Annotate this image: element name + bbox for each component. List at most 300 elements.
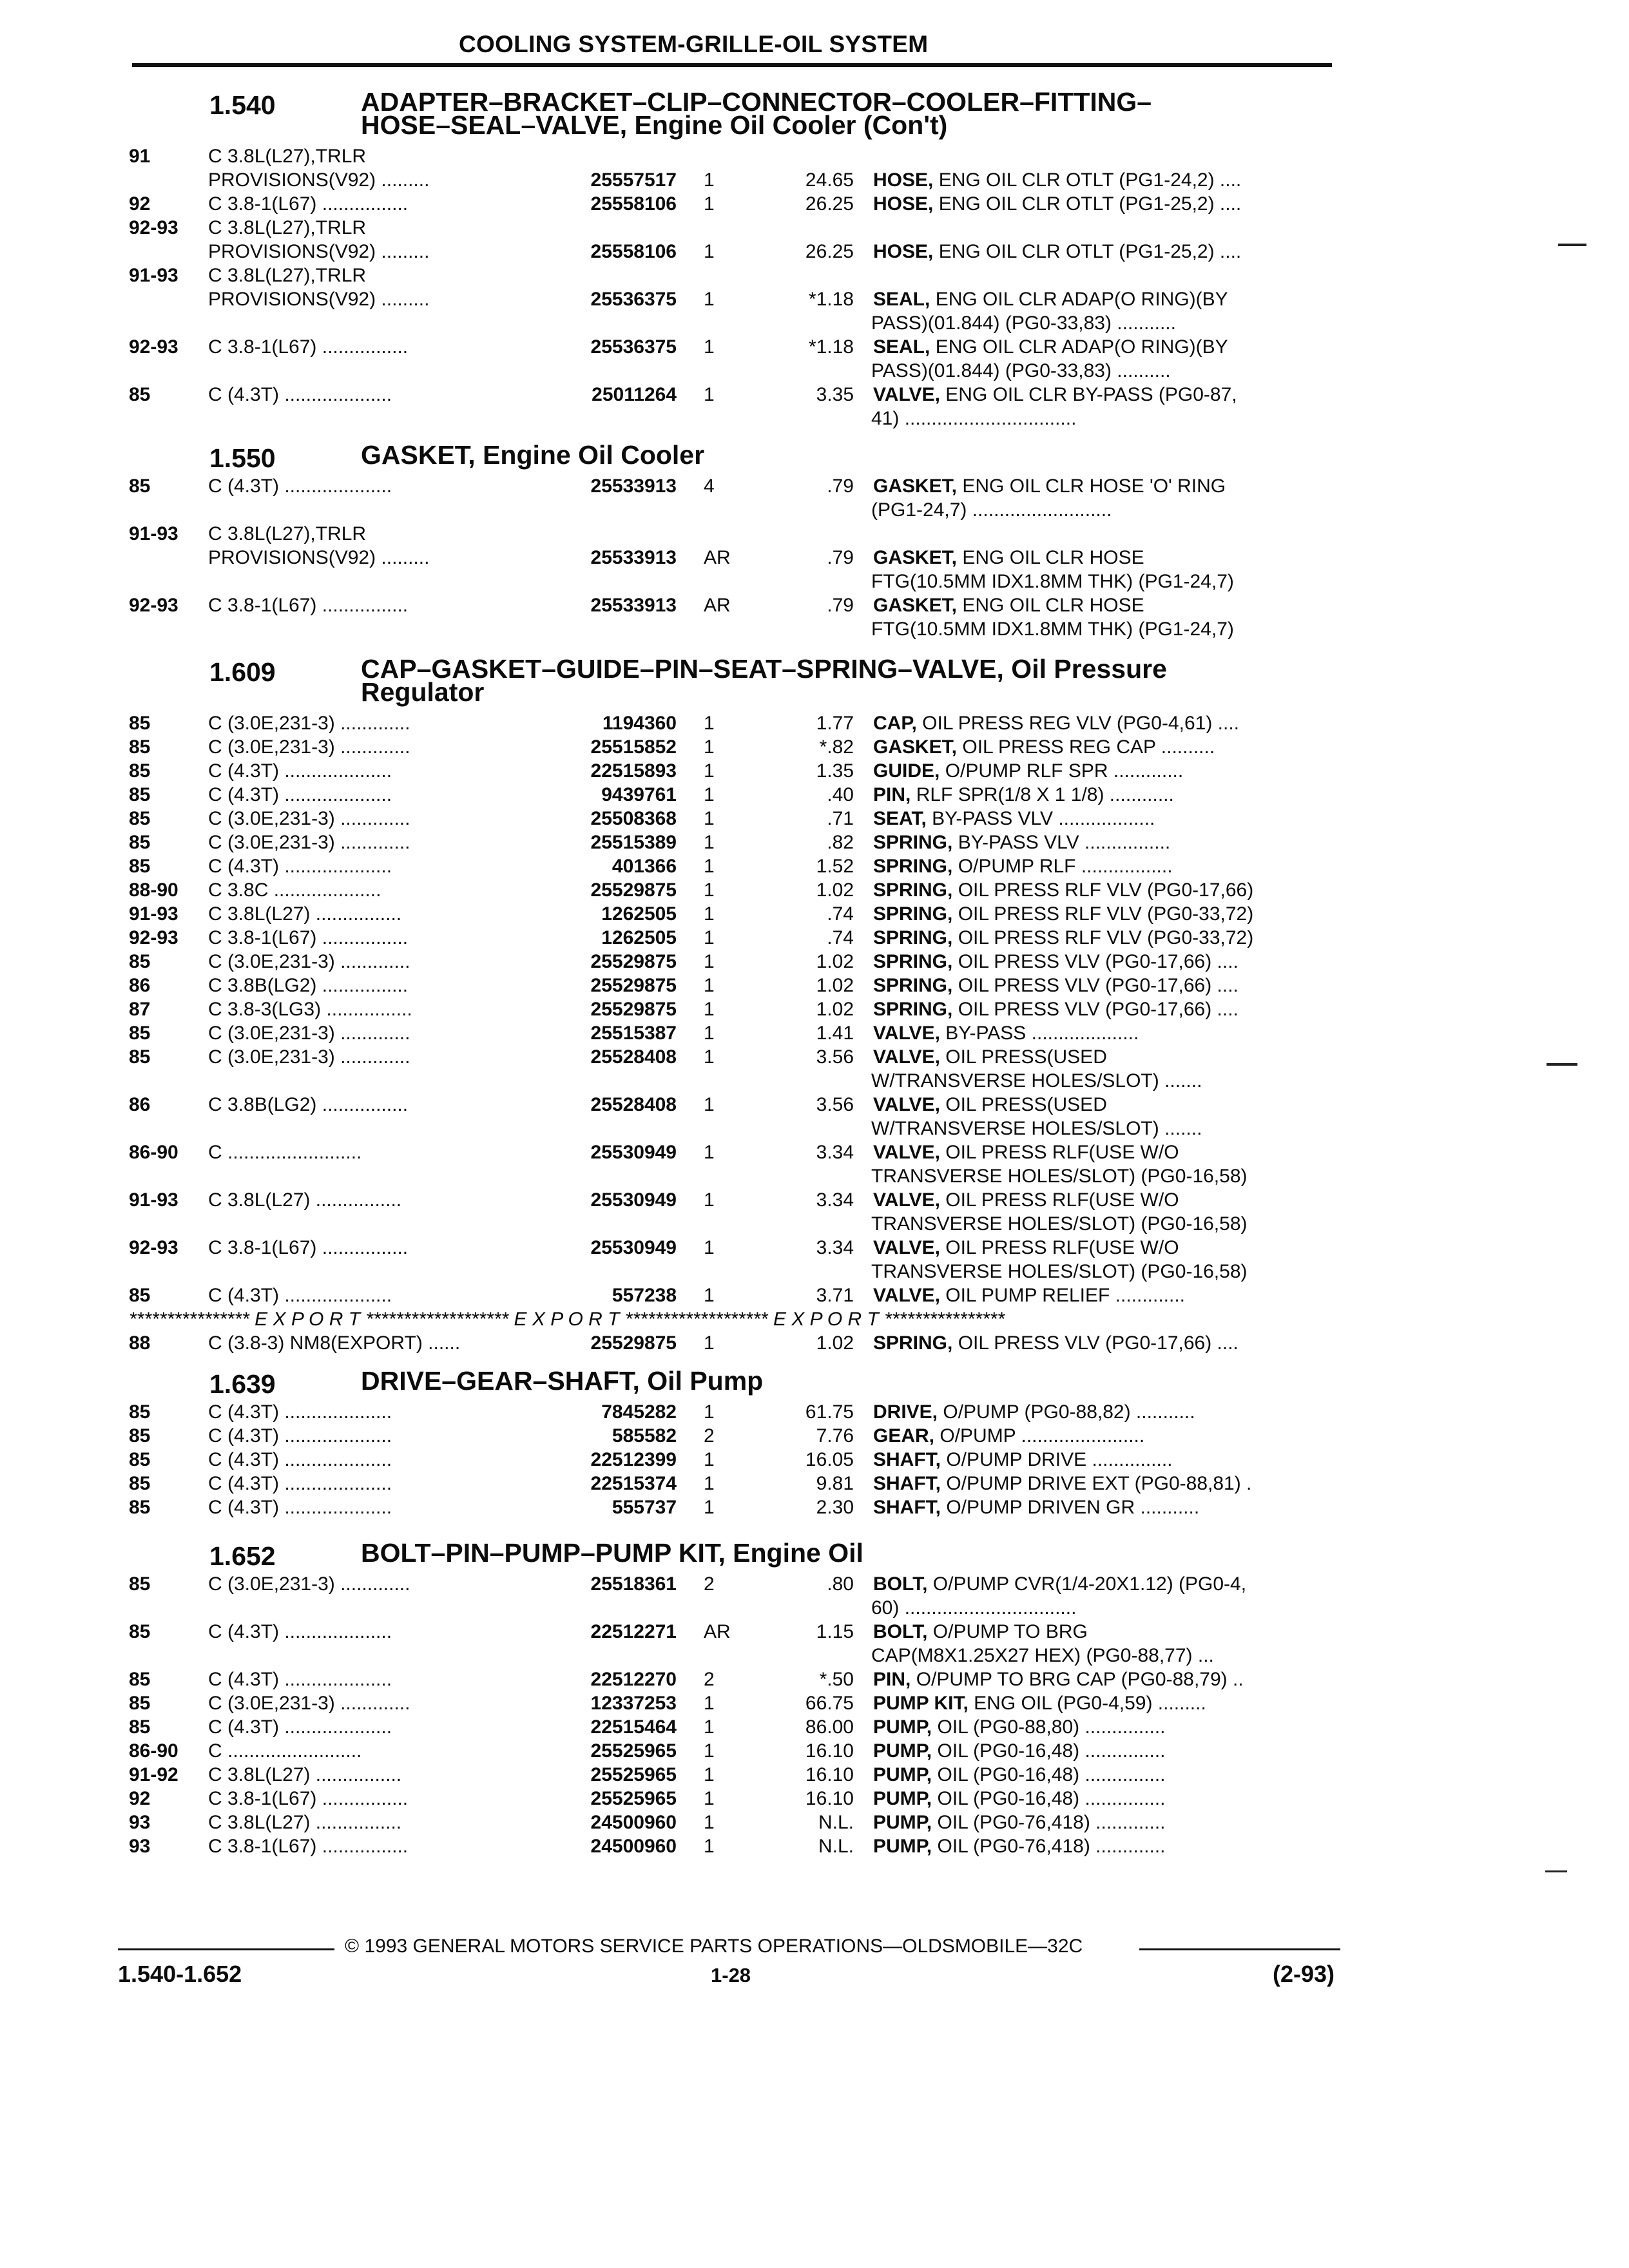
part-noun: PIN, bbox=[873, 784, 911, 805]
parts-row bbox=[0, 759, 1629, 783]
part-noun: SEAL, bbox=[873, 289, 930, 310]
part-name bbox=[873, 974, 1338, 997]
parts-row bbox=[0, 522, 1629, 546]
price: .80 bbox=[827, 1573, 854, 1595]
application-desc: C (4.3T) .................... bbox=[208, 384, 392, 405]
part-noun: HOSE, bbox=[873, 193, 934, 215]
parts-row bbox=[0, 287, 1629, 311]
quantity: 1 bbox=[704, 169, 715, 191]
part-number: 25530949 bbox=[590, 1142, 677, 1163]
price: 1.35 bbox=[816, 760, 854, 782]
part-name bbox=[873, 1667, 1338, 1691]
application-desc: C 3.8L(L27),TRLR bbox=[208, 146, 367, 167]
application-desc: C (4.3T) .................... bbox=[208, 856, 392, 877]
price: 24.65 bbox=[805, 169, 854, 191]
model-year: 85 bbox=[129, 713, 151, 734]
quantity: 1 bbox=[704, 713, 715, 734]
part-detail: OIL PRESS REG CAP .......... bbox=[957, 736, 1215, 758]
part-number: 25557517 bbox=[590, 169, 677, 191]
part-name bbox=[873, 1495, 1338, 1519]
section-title bbox=[361, 654, 1167, 707]
quantity: 1 bbox=[704, 1237, 715, 1258]
model-year: 85 bbox=[129, 951, 151, 972]
application-desc: C (3.0E,231-3) ............. bbox=[208, 736, 410, 758]
section-title bbox=[361, 440, 705, 470]
application-desc: C (3.0E,231-3) ............. bbox=[208, 1573, 410, 1595]
part-number: 25529875 bbox=[590, 879, 677, 901]
part-detail-continued: TRANSVERSE HOLES/SLOT) (PG0-16,58) bbox=[871, 1166, 1248, 1187]
model-year: 92-93 bbox=[129, 927, 178, 948]
section-title bbox=[361, 1538, 863, 1568]
part-detail: OIL PRESS RLF VLV (PG0-17,66) bbox=[952, 879, 1254, 901]
quantity: 2 bbox=[704, 1669, 715, 1690]
parts-row bbox=[0, 593, 1629, 617]
quantity: 1 bbox=[704, 1332, 715, 1354]
part-noun: BOLT, bbox=[873, 1573, 928, 1595]
quantity: 1 bbox=[704, 1836, 715, 1857]
model-year: 85 bbox=[129, 856, 151, 877]
part-name bbox=[873, 383, 1338, 407]
application-desc: C 3.8B(LG2) ................ bbox=[208, 1094, 409, 1115]
quantity: 1 bbox=[704, 1497, 715, 1518]
part-detail-continued: FTG(10.5MM IDX1.8MM THK) (PG1-24,7) bbox=[871, 619, 1234, 640]
price: 1.52 bbox=[816, 856, 854, 877]
price: 61.75 bbox=[805, 1401, 854, 1423]
application-desc: C (4.3T) .................... bbox=[208, 1716, 392, 1738]
part-number: 12337253 bbox=[590, 1693, 677, 1714]
quantity: 1 bbox=[704, 999, 715, 1020]
part-number: 25529875 bbox=[590, 999, 677, 1020]
part-noun: DRIVE, bbox=[873, 1401, 938, 1423]
model-year: 85 bbox=[129, 1023, 151, 1044]
parts-row bbox=[0, 1691, 1629, 1715]
section-title bbox=[361, 1366, 764, 1396]
price: 1.15 bbox=[816, 1621, 854, 1642]
part-number: 25530949 bbox=[590, 1189, 677, 1211]
part-number: 25515389 bbox=[590, 832, 677, 853]
parts-row bbox=[0, 1021, 1629, 1045]
quantity: 1 bbox=[704, 289, 715, 310]
parts-row bbox=[0, 1236, 1629, 1260]
quantity: 1 bbox=[704, 1401, 715, 1423]
part-noun: SPRING, bbox=[873, 927, 953, 948]
part-detail: OIL PRESS REG VLV (PG0-4,61) .... bbox=[916, 713, 1239, 734]
part-noun: VALVE, bbox=[873, 1094, 940, 1115]
application-desc: C (3.0E,231-3) ............. bbox=[208, 832, 410, 853]
part-name bbox=[873, 831, 1338, 854]
application-desc: C 3.8-1(L67) ................ bbox=[208, 1237, 409, 1258]
price: 3.35 bbox=[816, 384, 854, 405]
part-detail: OIL PRESS VLV (PG0-17,66) .... bbox=[952, 975, 1239, 996]
margin-mark bbox=[1558, 244, 1586, 246]
part-detail: ENG OIL CLR OTLT (PG1-25,2) .... bbox=[933, 193, 1242, 215]
part-name bbox=[873, 240, 1338, 264]
parts-row bbox=[0, 570, 1629, 593]
quantity: 1 bbox=[704, 193, 715, 215]
price: .79 bbox=[827, 547, 854, 568]
model-year: 92-93 bbox=[129, 217, 178, 238]
application-desc: C (4.3T) .................... bbox=[208, 1473, 392, 1494]
model-year: 85 bbox=[129, 1449, 151, 1470]
part-detail: ENG OIL CLR HOSE bbox=[957, 547, 1144, 568]
section-number: 1.652 bbox=[209, 1541, 276, 1571]
model-year: 86-90 bbox=[129, 1142, 178, 1163]
part-detail: OIL (PG0-16,48) ............... bbox=[932, 1740, 1166, 1762]
part-noun: SHAFT, bbox=[873, 1449, 941, 1470]
model-year: 85 bbox=[129, 808, 151, 829]
application-desc: C (4.3T) .................... bbox=[208, 760, 392, 782]
section-title bbox=[361, 87, 1152, 140]
quantity: 2 bbox=[704, 1425, 715, 1446]
part-detail-continued: 41) ................................ bbox=[871, 408, 1077, 429]
part-detail: BY-PASS .................... bbox=[940, 1023, 1139, 1044]
price: 3.34 bbox=[816, 1237, 854, 1258]
part-detail: ENG OIL CLR OTLT (PG1-25,2) .... bbox=[933, 241, 1242, 262]
model-year: 85 bbox=[129, 736, 151, 758]
part-noun: BOLT, bbox=[873, 1621, 928, 1642]
price: .74 bbox=[827, 927, 854, 948]
part-detail: OIL PRESS(USED bbox=[940, 1094, 1107, 1115]
parts-row bbox=[0, 1212, 1629, 1236]
part-detail: ENG OIL CLR OTLT (PG1-24,2) .... bbox=[933, 169, 1242, 191]
parts-row bbox=[0, 311, 1629, 335]
part-detail: ENG OIL CLR ADAP(O RING)(BY bbox=[930, 289, 1228, 310]
parts-row bbox=[0, 1739, 1629, 1763]
margin-mark bbox=[1547, 1063, 1577, 1066]
price: N.L. bbox=[818, 1836, 854, 1857]
part-number: 22515374 bbox=[590, 1473, 677, 1494]
part-detail-continued: 60) ................................ bbox=[871, 1597, 1077, 1619]
part-detail: OIL PRESS RLF(USE W/O bbox=[940, 1142, 1179, 1163]
model-year: 91-93 bbox=[129, 903, 178, 925]
parts-row bbox=[0, 168, 1629, 192]
part-number: 25533913 bbox=[590, 476, 677, 497]
price: 86.00 bbox=[805, 1716, 854, 1738]
part-noun: PUMP, bbox=[873, 1716, 932, 1738]
quantity: 1 bbox=[704, 1473, 715, 1494]
model-year: 85 bbox=[129, 1046, 151, 1068]
parts-row bbox=[0, 1763, 1629, 1787]
part-number: 25530949 bbox=[590, 1237, 677, 1258]
part-noun: VALVE, bbox=[873, 384, 940, 405]
part-noun: VALVE, bbox=[873, 1142, 940, 1163]
parts-row bbox=[0, 831, 1629, 854]
part-detail: OIL (PG0-76,418) ............. bbox=[932, 1812, 1166, 1833]
part-name bbox=[873, 1021, 1338, 1045]
part-noun: VALVE, bbox=[873, 1189, 940, 1211]
part-noun: SPRING, bbox=[873, 832, 953, 853]
model-year: 91-92 bbox=[129, 1764, 178, 1785]
part-name bbox=[873, 287, 1338, 311]
part-number: 1262505 bbox=[601, 903, 677, 925]
part-number: 1194360 bbox=[602, 713, 677, 734]
application-desc: C (4.3T) .................... bbox=[208, 1497, 392, 1518]
price: 3.56 bbox=[816, 1046, 854, 1068]
part-number: 1262505 bbox=[601, 927, 677, 948]
section-header bbox=[0, 87, 1629, 144]
part-noun: GASKET, bbox=[873, 736, 958, 758]
part-noun: VALVE, bbox=[873, 1046, 940, 1068]
part-detail: OIL PRESS RLF(USE W/O bbox=[940, 1237, 1179, 1258]
parts-row bbox=[0, 1331, 1629, 1355]
part-number: 25515852 bbox=[590, 736, 677, 758]
parts-row bbox=[0, 264, 1629, 287]
price: 7.76 bbox=[816, 1425, 854, 1446]
catalog-section bbox=[0, 440, 1629, 641]
section-header bbox=[0, 1366, 1629, 1400]
part-detail: OIL PUMP RELIEF ............. bbox=[940, 1285, 1186, 1306]
part-detail: ENG OIL (PG0-4,59) ......... bbox=[968, 1693, 1206, 1714]
part-name bbox=[873, 1834, 1338, 1858]
part-name bbox=[873, 854, 1338, 878]
model-year: 93 bbox=[129, 1836, 151, 1857]
model-year: 85 bbox=[129, 832, 151, 853]
part-number: 25518361 bbox=[590, 1573, 677, 1595]
parts-row bbox=[0, 711, 1629, 735]
price: *1.18 bbox=[808, 289, 854, 310]
part-number: 25529875 bbox=[590, 951, 677, 972]
parts-row bbox=[0, 783, 1629, 807]
application-desc: C 3.8L(L27),TRLR bbox=[208, 265, 367, 286]
quantity: 1 bbox=[704, 736, 715, 758]
part-number: 25515387 bbox=[590, 1023, 677, 1044]
part-name bbox=[873, 711, 1338, 735]
footer-rule-left bbox=[118, 1948, 334, 1950]
price: 26.25 bbox=[805, 241, 854, 262]
part-detail: OIL (PG0-88,80) ............... bbox=[932, 1716, 1166, 1738]
part-number: 557238 bbox=[612, 1285, 677, 1306]
part-number: 25525965 bbox=[590, 1764, 677, 1785]
application-desc: C (4.3T) .................... bbox=[208, 1669, 392, 1690]
part-name bbox=[873, 950, 1338, 974]
part-detail-continued: FTG(10.5MM IDX1.8MM THK) (PG1-24,7) bbox=[871, 571, 1234, 592]
part-detail: O/PUMP DRIVEN GR ........... bbox=[941, 1497, 1200, 1518]
price: 16.10 bbox=[805, 1764, 854, 1785]
quantity: 1 bbox=[704, 241, 715, 262]
model-year: 92 bbox=[129, 1788, 151, 1809]
application-desc: C ......................... bbox=[208, 1740, 362, 1762]
parts-row bbox=[0, 498, 1629, 522]
application-desc: C 3.8-3(LG3) ................ bbox=[208, 999, 412, 1020]
price: 16.10 bbox=[805, 1740, 854, 1762]
price: 1.02 bbox=[816, 879, 854, 901]
part-name bbox=[873, 997, 1338, 1021]
part-detail: OIL PRESS RLF(USE W/O bbox=[940, 1189, 1179, 1211]
part-number: 25529875 bbox=[590, 1332, 677, 1354]
part-detail: O/PUMP CVR(1/4-20X1.12) (PG0-4, bbox=[927, 1573, 1247, 1595]
catalog-section bbox=[0, 1366, 1629, 1519]
part-name bbox=[873, 593, 1338, 617]
part-number: 22515464 bbox=[590, 1716, 677, 1738]
part-detail: ENG OIL CLR HOSE 'O' RING bbox=[957, 476, 1226, 497]
part-number: 585582 bbox=[612, 1425, 677, 1446]
model-year: 85 bbox=[129, 1473, 151, 1494]
part-detail-continued: W/TRANSVERSE HOLES/SLOT) ....... bbox=[871, 1118, 1202, 1139]
application-desc: C (4.3T) .................... bbox=[208, 1401, 392, 1423]
part-number: 25533913 bbox=[590, 595, 677, 616]
section-title-line: BOLT–PIN–PUMP–PUMP KIT, Engine Oil bbox=[361, 1538, 863, 1568]
part-number: 401366 bbox=[612, 856, 677, 877]
part-detail: O/PUMP DRIVE ............... bbox=[941, 1449, 1173, 1470]
application-desc: C 3.8-1(L67) ................ bbox=[208, 1788, 409, 1809]
part-detail-continued: PASS)(01.844) (PG0-33,83) ........... bbox=[871, 312, 1176, 334]
part-detail-continued: TRANSVERSE HOLES/SLOT) (PG0-16,58) bbox=[871, 1261, 1248, 1282]
quantity: 1 bbox=[704, 856, 715, 877]
part-name bbox=[873, 1188, 1338, 1212]
quantity: 1 bbox=[704, 927, 715, 948]
model-year: 85 bbox=[129, 1285, 151, 1306]
section-title-line: ADAPTER–BRACKET–CLIP–CONNECTOR–COOLER–FITTING– bbox=[361, 87, 1152, 117]
model-year: 85 bbox=[129, 1621, 151, 1642]
quantity: 1 bbox=[704, 1764, 715, 1785]
part-detail: ENG OIL CLR HOSE bbox=[957, 595, 1144, 616]
model-year: 88-90 bbox=[129, 879, 178, 901]
price: .79 bbox=[827, 476, 854, 497]
quantity: 1 bbox=[704, 879, 715, 901]
model-year: 93 bbox=[129, 1812, 151, 1833]
part-noun: PUMP, bbox=[873, 1740, 932, 1762]
parts-row bbox=[0, 974, 1629, 997]
part-noun: SPRING, bbox=[873, 999, 953, 1020]
part-name bbox=[873, 1424, 1338, 1448]
part-noun: GUIDE, bbox=[873, 760, 940, 782]
application-desc: C 3.8-1(L67) ................ bbox=[208, 595, 409, 616]
model-year: 92-93 bbox=[129, 336, 178, 358]
part-noun: SPRING, bbox=[873, 1332, 953, 1354]
model-year: 88 bbox=[129, 1332, 151, 1354]
part-name bbox=[873, 1715, 1338, 1739]
application-desc: C (3.0E,231-3) ............. bbox=[208, 713, 410, 734]
model-year: 91-93 bbox=[129, 1189, 178, 1211]
catalog-section bbox=[0, 87, 1629, 430]
part-detail-continued: CAP(M8X1.25X27 HEX) (PG0-88,77) ... bbox=[871, 1645, 1214, 1666]
price: 1.02 bbox=[816, 1332, 854, 1354]
quantity: 1 bbox=[704, 1189, 715, 1211]
part-number: 25529875 bbox=[590, 975, 677, 996]
parts-row bbox=[0, 1424, 1629, 1448]
catalog-section bbox=[0, 654, 1629, 1355]
part-noun: SPRING, bbox=[873, 975, 953, 996]
parts-row bbox=[0, 807, 1629, 831]
parts-row bbox=[0, 1188, 1629, 1212]
parts-row bbox=[0, 407, 1629, 430]
footer-section-range: 1.540-1.652 bbox=[118, 1961, 242, 1987]
part-noun: SEAL, bbox=[873, 336, 930, 358]
part-noun: SPRING, bbox=[873, 879, 953, 901]
part-name bbox=[873, 168, 1338, 192]
parts-row bbox=[0, 1495, 1629, 1519]
application-desc: PROVISIONS(V92) ......... bbox=[208, 241, 430, 262]
model-year: 86-90 bbox=[129, 1740, 178, 1762]
quantity: 1 bbox=[704, 1094, 715, 1115]
application-desc: C (3.0E,231-3) ............. bbox=[208, 1046, 410, 1068]
price: 3.56 bbox=[816, 1094, 854, 1115]
part-noun: PUMP, bbox=[873, 1788, 932, 1809]
part-noun: GASKET, bbox=[873, 595, 958, 616]
quantity: 1 bbox=[704, 760, 715, 782]
model-year: 91 bbox=[129, 146, 151, 167]
quantity: 1 bbox=[704, 1812, 715, 1833]
parts-row bbox=[0, 546, 1629, 570]
model-year: 92-93 bbox=[129, 595, 178, 616]
part-noun: VALVE, bbox=[873, 1023, 940, 1044]
part-number: 22512270 bbox=[590, 1669, 677, 1690]
part-number: 25528408 bbox=[590, 1046, 677, 1068]
margin-mark bbox=[1545, 1870, 1567, 1872]
application-desc: C (3.8-3) NM8(EXPORT) ...... bbox=[208, 1332, 461, 1354]
parts-row bbox=[0, 902, 1629, 926]
part-detail: OIL PRESS RLF VLV (PG0-33,72) bbox=[952, 927, 1254, 948]
model-year: 87 bbox=[129, 999, 151, 1020]
application-desc: C 3.8C .................... bbox=[208, 879, 381, 901]
model-year: 85 bbox=[129, 1693, 151, 1714]
part-noun: PUMP KIT, bbox=[873, 1693, 969, 1714]
application-desc: C (3.0E,231-3) ............. bbox=[208, 1693, 410, 1714]
part-detail-continued: TRANSVERSE HOLES/SLOT) (PG0-16,58) bbox=[871, 1213, 1248, 1235]
part-name bbox=[873, 1763, 1338, 1787]
parts-row bbox=[0, 1667, 1629, 1691]
application-desc: C (4.3T) .................... bbox=[208, 784, 392, 805]
footer-date-code: (2-93) bbox=[1273, 1961, 1335, 1987]
application-desc: C 3.8L(L27),TRLR bbox=[208, 217, 367, 238]
part-name bbox=[873, 902, 1338, 926]
price: .74 bbox=[827, 903, 854, 925]
application-desc: C (3.0E,231-3) ............. bbox=[208, 808, 410, 829]
application-desc: C 3.8-1(L67) ................ bbox=[208, 336, 409, 358]
price: .40 bbox=[827, 784, 854, 805]
part-number: 25011264 bbox=[592, 384, 677, 405]
price: 1.77 bbox=[816, 713, 854, 734]
part-detail-continued: W/TRANSVERSE HOLES/SLOT) ....... bbox=[871, 1070, 1202, 1091]
quantity: 2 bbox=[704, 1573, 715, 1595]
part-noun: GEAR, bbox=[873, 1425, 935, 1446]
application-desc: C 3.8L(L27) ................ bbox=[208, 1189, 402, 1211]
parts-row bbox=[0, 617, 1629, 641]
part-noun: SPRING, bbox=[873, 903, 953, 925]
part-detail-continued: (PG1-24,7) .......................... bbox=[871, 499, 1112, 521]
application-desc: C (4.3T) .................... bbox=[208, 1285, 392, 1306]
part-name bbox=[873, 1448, 1338, 1472]
application-desc: C (3.0E,231-3) ............. bbox=[208, 951, 410, 972]
part-detail: O/PUMP TO BRG bbox=[927, 1621, 1088, 1642]
price: 1.02 bbox=[816, 975, 854, 996]
parts-row bbox=[0, 192, 1629, 216]
application-desc: C 3.8L(L27) ................ bbox=[208, 1764, 402, 1785]
part-name bbox=[873, 474, 1338, 498]
parts-row bbox=[0, 1117, 1629, 1140]
part-name bbox=[873, 192, 1338, 216]
quantity: AR bbox=[704, 595, 731, 616]
parts-row bbox=[0, 383, 1629, 407]
part-number: 7845282 bbox=[601, 1401, 677, 1423]
part-name bbox=[873, 1283, 1338, 1307]
price: .82 bbox=[827, 832, 854, 853]
quantity: AR bbox=[704, 547, 731, 568]
section-number: 1.550 bbox=[209, 443, 276, 473]
price: 26.25 bbox=[805, 193, 854, 215]
model-year: 85 bbox=[129, 1401, 151, 1423]
price: 16.10 bbox=[805, 1788, 854, 1809]
parts-row bbox=[0, 1834, 1629, 1858]
quantity: 1 bbox=[704, 336, 715, 358]
part-number: 24500960 bbox=[590, 1836, 677, 1857]
price: 1.41 bbox=[816, 1023, 854, 1044]
price: *.82 bbox=[819, 736, 854, 758]
part-noun: PUMP, bbox=[873, 1836, 932, 1857]
parts-row bbox=[0, 1620, 1629, 1644]
parts-row bbox=[0, 1140, 1629, 1164]
part-name bbox=[873, 1691, 1338, 1715]
